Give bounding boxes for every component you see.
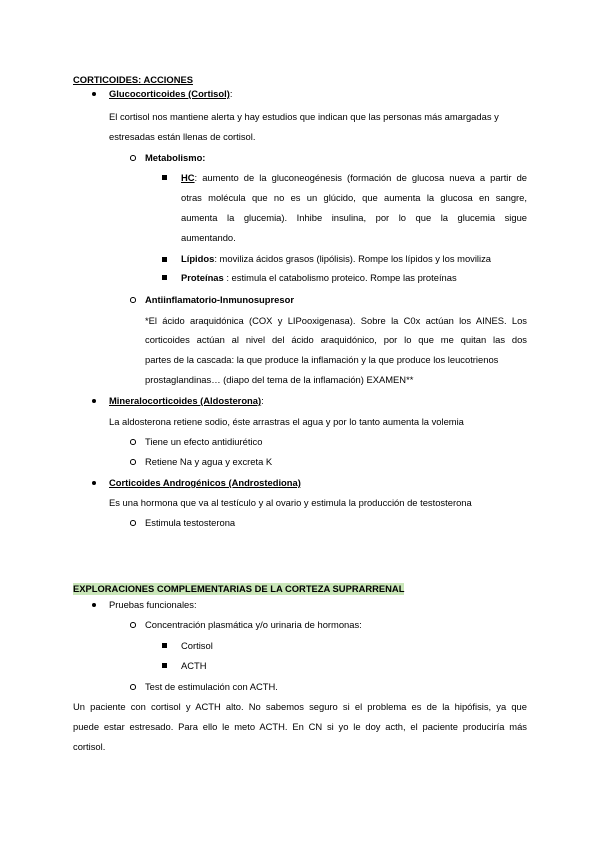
gluco-intro-line-2: estresadas están llenas de cortisol. [109, 131, 256, 142]
bullet-icon [92, 92, 97, 97]
lipidos-label: Lípidos [181, 253, 215, 264]
andro-text: Es una hormona que va al testículo y al ovario y estimula la producción de testosterona [109, 497, 472, 508]
test-estimulacion: Test de estimulación con ACTH. [145, 681, 278, 692]
hormona-cortisol: Cortisol [181, 640, 213, 651]
square-bullet-icon [162, 257, 167, 262]
andro-heading: Corticoides Androgénicos (Androstediona) [109, 477, 301, 488]
bullet-icon [92, 399, 97, 404]
antiinfl-line-2: corticoides actúan al nivel del ácido araquidónico, por lo que me quitan las dos [145, 334, 527, 345]
hc-line-2: otras molécula que no es un glúcido, que aumenta la glucosa en sangre, [181, 192, 527, 203]
hc-line-3: aumenta la glucemia). Inhibe insulina, por lo que la glucemia sigue [181, 212, 527, 223]
mineral-colon: : [261, 395, 264, 406]
circle-bullet-icon [130, 459, 136, 465]
hc-text-1: : aumento de la gluconeogénesis (formación de glucosa nueva a partir de [194, 172, 527, 183]
mineral-heading-line [109, 395, 264, 407]
concentracion-label: Concentración plasmática y/o urinaria de hormonas: [145, 619, 362, 630]
lipidos-text: : moviliza ácidos grasos (lipólisis). Rompe los lípidos y los moviliza [214, 253, 491, 264]
hc-label: HC [181, 172, 195, 183]
andro-item-1: Estimula testosterona [145, 517, 236, 528]
bullet-icon [92, 481, 97, 486]
gluco-heading-line [109, 88, 232, 100]
hc-line-1 [181, 172, 527, 184]
antiinfl-line-3: partes de la cascada: la que produce la inflamación y la que produce los leucotrienos [145, 354, 499, 365]
mineral-text: La aldosterona retiene sodio, éste arrastras el agua y por lo tanto aumenta la volemia [109, 416, 464, 427]
hc-line-4: aumentando. [181, 232, 236, 243]
square-bullet-icon [162, 275, 167, 280]
pruebas-funcionales: Pruebas funcionales: [109, 599, 197, 610]
circle-bullet-icon [130, 155, 136, 161]
square-bullet-icon [162, 663, 167, 668]
circle-bullet-icon [130, 439, 136, 445]
paragraph-line-2: puede estar estresado. Para ello le meto ACTH. En CN si yo le doy acth, el paciente produciría más [73, 721, 527, 732]
square-bullet-icon [162, 643, 167, 648]
bullet-icon [92, 603, 97, 608]
circle-bullet-icon [130, 297, 136, 303]
mineral-heading: Mineralocorticoides (Aldosterona) [109, 395, 262, 406]
section-title-corticoides: CORTICOIDES: ACCIONES [73, 74, 193, 85]
hormona-acth: ACTH [181, 660, 207, 671]
lipidos-line [181, 253, 491, 265]
mineral-item-1: Tiene un efecto antidiurético [145, 436, 263, 447]
proteinas-text: : estimula el catabolismo proteico. Rompe las proteínas [223, 272, 457, 283]
antiinfl-line-1: *El ácido araquidónica (COX y LIPooxigenasa). Sobre la C0x actúan los AINES. Los [145, 315, 527, 326]
gluco-heading: Glucocorticoides (Cortisol) [109, 88, 230, 99]
paragraph-line-1: Un paciente con cortisol y ACTH alto. No sabemos seguro si el problema es de la hipófisis, ya que [73, 701, 527, 712]
proteinas-label: Proteínas [181, 272, 224, 283]
section-title-exploraciones: EXPLORACIONES COMPLEMENTARIAS DE LA CORTEZA SUPRARRENAL [73, 583, 405, 594]
gluco-intro-line-1: El cortisol nos mantiene alerta y hay estudios que indican que las personas más amargadas y [109, 111, 499, 122]
gluco-colon: : [229, 88, 233, 99]
antiinfl-line-4: prostaglandinas… (diapo del tema de la inflamación) EXAMEN** [145, 374, 414, 385]
paragraph-line-3: cortisol. [73, 741, 106, 752]
circle-bullet-icon [130, 622, 136, 628]
mineral-item-2: Retiene Na y agua y excreta K [145, 456, 273, 467]
metabolismo-label: Metabolismo: [145, 152, 206, 163]
circle-bullet-icon [130, 684, 136, 690]
proteinas-line [181, 272, 457, 284]
circle-bullet-icon [130, 520, 136, 526]
square-bullet-icon [162, 175, 167, 180]
antiinflamatorio-label: Antiinflamatorio-Inmunosupresor [145, 294, 294, 305]
